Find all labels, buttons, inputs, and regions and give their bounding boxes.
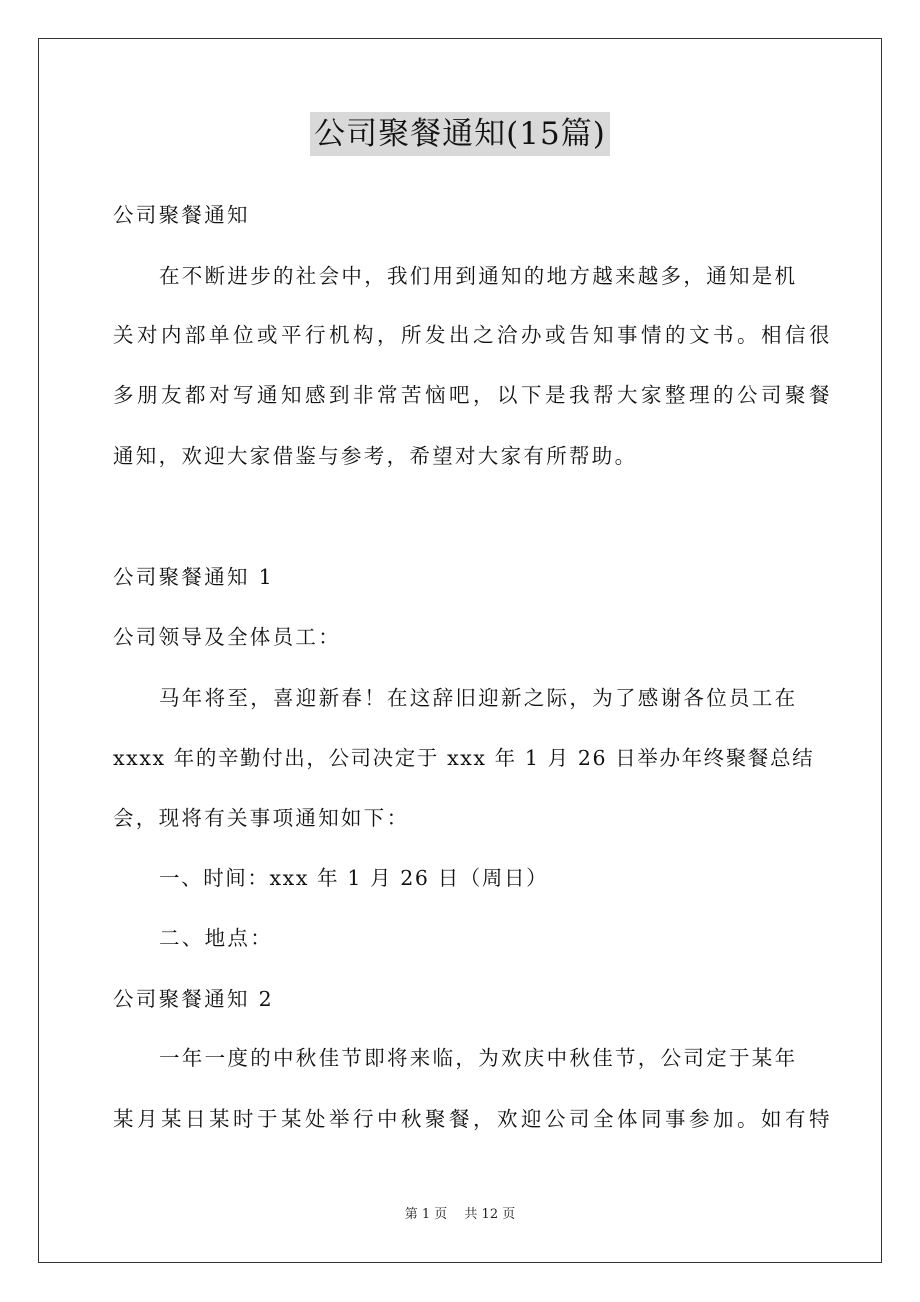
paragraph-line: 通知，欢迎大家借鉴与参考，希望对大家有所帮助。: [113, 444, 638, 468]
paragraph-line: 某月某日某时于某处举行中秋聚餐，欢迎公司全体同事参加。如有特: [113, 1107, 833, 1131]
list-item-time: 一、时间：xxx 年 1 月 26 日（周日）: [159, 866, 549, 890]
intro-heading: 公司聚餐通知: [113, 203, 250, 227]
paragraph-line: 会，现将有关事项通知如下：: [113, 806, 410, 830]
document-title: 公司聚餐通知(15篇): [310, 112, 610, 156]
list-item-location: 二、地点：: [159, 926, 273, 950]
salutation: 公司领导及全体员工：: [113, 625, 341, 649]
paragraph-line: 多朋友都对写通知感到非常苦恼吧，以下是我帮大家整理的公司聚餐: [113, 383, 833, 407]
paragraph-line: xxxx 年的辛勤付出，公司决定于 xxx 年 1 月 26 日举办年终聚餐总结: [113, 746, 815, 770]
paragraph-line: 马年将至，喜迎新春！在这辞旧迎新之际，为了感谢各位员工在: [159, 686, 798, 710]
section-heading-1: 公司聚餐通知 1: [113, 565, 274, 589]
page-footer: 第 1 页 共 12 页: [404, 1207, 516, 1222]
title-container: [0, 112, 920, 156]
paragraph-line: 一年一度的中秋佳节即将来临，为欢庆中秋佳节，公司定于某年: [159, 1046, 798, 1070]
paragraph-line: 在不断进步的社会中，我们用到通知的地方越来越多，通知是机: [159, 264, 798, 288]
paragraph-line: 关对内部单位或平行机构，所发出之洽办或告知事情的文书。相信很: [113, 323, 833, 347]
section-heading-2: 公司聚餐通知 2: [113, 987, 274, 1011]
